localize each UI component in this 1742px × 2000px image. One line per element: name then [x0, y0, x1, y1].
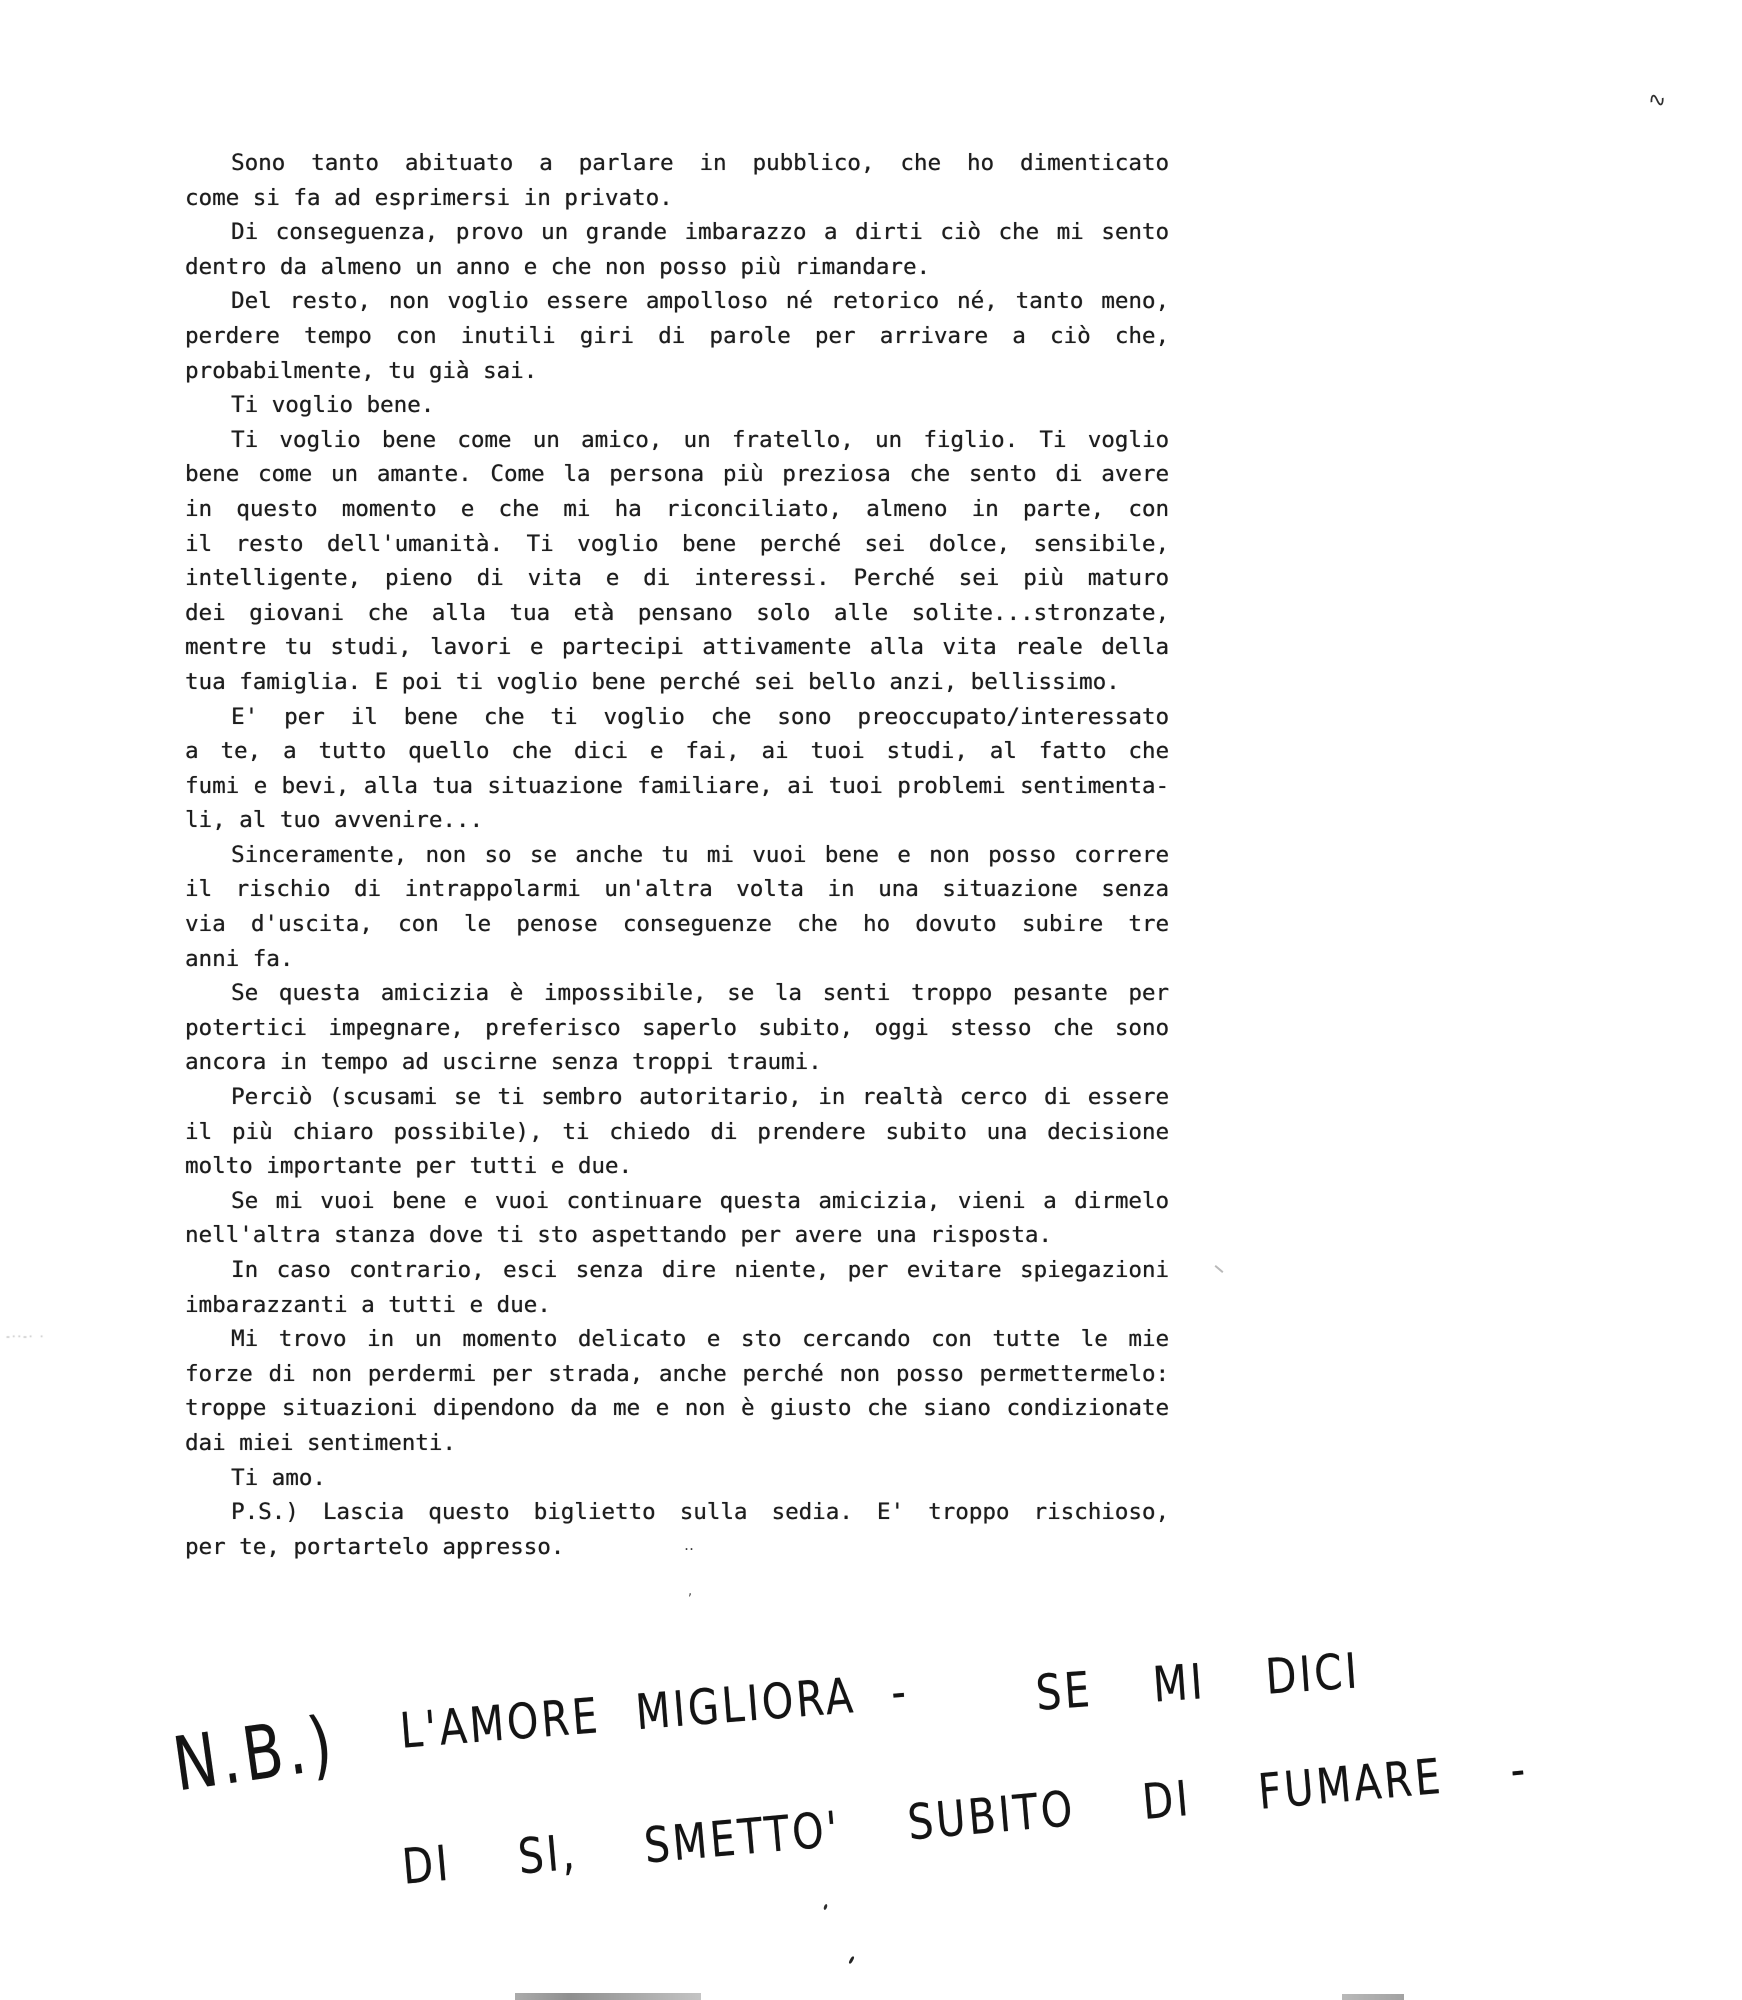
- letter-line: dai miei sentimenti.: [185, 1429, 456, 1456]
- letter-line: via d'uscita, con le penose conseguenze che ho dovuto subire tre: [185, 911, 1169, 938]
- letter-line: molto importante per tutti e due.: [185, 1153, 633, 1180]
- scan-artifact-speck: [848, 1956, 855, 1964]
- letter-line: il resto dell'umanità. Ti voglio bene perché sei dolce, sensibile,: [185, 530, 1169, 557]
- letter-line: forze di non perdermi per strada, anche perché non posso permettermelo:: [185, 1360, 1169, 1387]
- letter-line: Se mi vuoi bene e vuoi continuare questa amicizia, vieni a dirmelo: [231, 1187, 1169, 1214]
- letter-line: fumi e bevi, alla tua situazione familiare, ai tuoi problemi sentimenta-: [185, 772, 1169, 799]
- handwritten-note-line1-left: L'AMORE MIGLIORA -: [398, 1663, 911, 1760]
- letter-line: In caso contrario, esci senza dire niente, per evitare spiegazioni: [231, 1257, 1169, 1283]
- handwritten-note-line2: DI SI, SMETTO' SUBITO DI FUMARE -: [400, 1741, 1531, 1896]
- letter-line: come si fa ad esprimersi in privato.: [185, 184, 673, 211]
- letter-line: Se questa amicizia è impossibile, se la senti troppo pesante per: [231, 980, 1169, 1007]
- letter-line: in questo momento e che mi ha riconciliato, almeno in parte, con: [185, 495, 1169, 522]
- handwritten-nb-label: N.B.): [168, 1699, 342, 1809]
- letter-line: perdere tempo con inutili giri di parole per arrivare a ciò che,: [185, 322, 1169, 349]
- letter-line: ancora in tempo ad uscirne senza troppi traumi.: [185, 1049, 822, 1076]
- scan-artifact-speck: [823, 1904, 828, 1911]
- letter-line: il più chiaro possibile), ti chiedo di prendere subito una decisione: [185, 1118, 1169, 1145]
- letter-body: [185, 146, 1169, 1564]
- letter-line: Sinceramente, non so se anche tu mi vuoi bene e non posso correre: [231, 841, 1169, 868]
- letter-line: Mi trovo in un momento delicato e sto cercando con tutte le mie: [231, 1326, 1169, 1353]
- scan-artifact-speck: ,: [688, 1584, 693, 1599]
- scan-artifact-speck: ‥: [684, 1536, 695, 1554]
- letter-line: tua famiglia. E poi ti voglio bene perché sei bello anzi, bellissimo.: [185, 668, 1120, 695]
- letter-line: bene come un amante. Come la persona più preziosa che sento di avere: [185, 461, 1169, 488]
- handwritten-note-line1-right: SE MI DICI: [1034, 1643, 1362, 1722]
- scan-artifact-edge-bar: [515, 1993, 701, 2000]
- letter-line: intelligente, pieno di vita e di interessi. Perché sei più maturo: [185, 565, 1169, 592]
- scan-artifact-squiggle: ∿: [1645, 86, 1669, 115]
- letter-line: troppe situazioni dipendono da me e non è giusto che siano condizionate: [185, 1395, 1169, 1422]
- letter-line: Ti voglio bene.: [231, 392, 435, 419]
- letter-line: Ti voglio bene come un amico, un fratello, un figlio. Ti voglio: [231, 426, 1169, 453]
- letter-line: dentro da almeno un anno e che non posso più rimandare.: [185, 253, 931, 280]
- letter-line: Sono tanto abituato a parlare in pubblico, che ho dimenticato: [231, 150, 1169, 176]
- letter-line: Ti amo.: [231, 1464, 326, 1491]
- letter-line: P.S.) Lascia questo biglietto sulla sedia. E' troppo rischioso,: [231, 1499, 1169, 1526]
- letter-line: potertici impegnare, preferisco saperlo subito, oggi stesso che sono: [185, 1014, 1169, 1041]
- scan-artifact-speck: [1215, 1265, 1224, 1273]
- letter-line: Di conseguenza, provo un grande imbarazzo a dirti ciò che mi sento: [231, 219, 1169, 246]
- letter-line: nell'altra stanza dove ti sto aspettando per avere una risposta.: [185, 1222, 1052, 1249]
- letter-line: probabilmente, tu già sai.: [185, 357, 538, 384]
- letter-line: per te, portartelo appresso.: [185, 1533, 565, 1560]
- letter-line: a te, a tutto quello che dici e fai, ai tuoi studi, al fatto che: [185, 738, 1169, 765]
- letter-line: li, al tuo avvenire...: [185, 807, 484, 834]
- scan-artifact-smudge: -··-· ·: [6, 1330, 46, 1343]
- letter-line: il rischio di intrappolarmi un'altra volta in una situazione senza: [185, 876, 1169, 903]
- letter-line: E' per il bene che ti voglio che sono preoccupato/interessato: [231, 703, 1169, 730]
- letter-line: mentre tu studi, lavori e partecipi attivamente alla vita reale della: [185, 634, 1169, 661]
- letter-line: dei giovani che alla tua età pensano solo alle solite...stronzate,: [185, 599, 1169, 626]
- letter-line: anni fa.: [185, 945, 294, 972]
- letter-line: imbarazzanti a tutti e due.: [185, 1291, 551, 1318]
- letter-line: Del resto, non voglio essere ampolloso né retorico né, tanto meno,: [231, 288, 1169, 315]
- letter-line: Perciò (scusami se ti sembro autoritario, in realtà cerco di essere: [231, 1084, 1169, 1111]
- scan-artifact-edge-bar: [1342, 1994, 1404, 2000]
